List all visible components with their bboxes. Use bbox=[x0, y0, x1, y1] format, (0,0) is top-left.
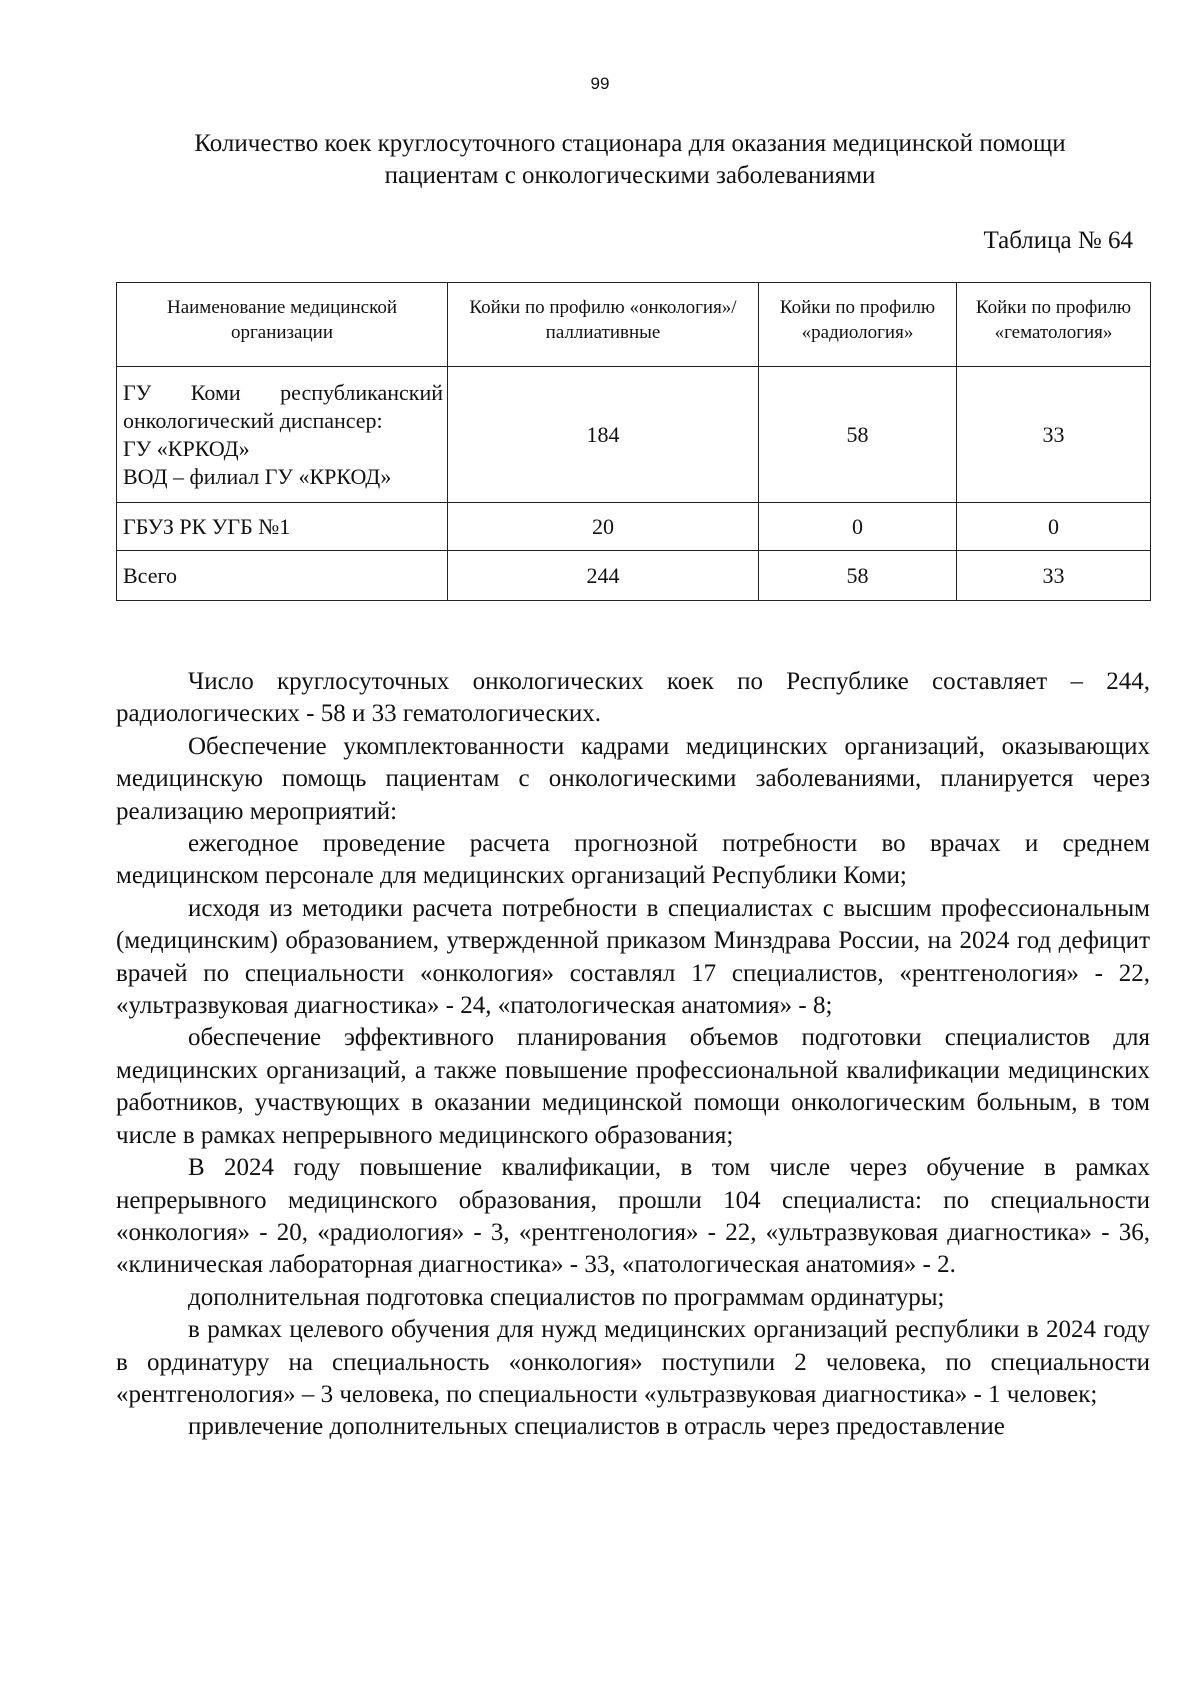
paragraph: Обеспечение укомплектованности кадрами медицинских организаций, оказывающих медицинскую помощь пациентам с онкологическими заболеваниями, планируется через реализацию мероприятий: bbox=[116, 732, 1150, 825]
oncology-value: 244 bbox=[448, 551, 759, 601]
paragraph: в рамках целевого обучения для нужд медицинских организаций республики в 2024 году в ординатуру на специальность «онкология» поступили 2 человека, по специальности «рентгенология» – 3 человека, по специальности «ультразвуковая диагностика» - 1 человек; bbox=[116, 1316, 1150, 1408]
paragraph: привлечение дополнительных специалистов в отрасль через предоставление bbox=[188, 1413, 1005, 1441]
table-row bbox=[117, 503, 1151, 551]
header-oncology-beds: Койки по профилю «онкология»/паллиативные bbox=[448, 283, 759, 367]
paragraph: В 2024 году повышение квалификации, в том числе через обучение в рамках непрерывного медицинского образования, прошли 104 специалиста: по специальности «онкология» - 20, «радиология» - 3, «рентгенология» - 22, «ультразвуковая диагностика» - 36, «клиническая лабораторная диагностика» - 33, «патологическая анатомия» - 2. bbox=[116, 1154, 1150, 1279]
document-title bbox=[120, 128, 1140, 192]
header-hematology-beds: Койки по профилю «гематология» bbox=[957, 283, 1151, 367]
oncology-value: 184 bbox=[448, 367, 759, 503]
table-row bbox=[117, 367, 1151, 503]
table-row-total bbox=[117, 551, 1151, 601]
document-title-line-1: Количество коек круглосуточного стационара для оказания медицинской помощи bbox=[194, 130, 1066, 157]
org-line: Всего bbox=[123, 562, 177, 588]
org-line: ГУ Коми республиканский bbox=[123, 379, 443, 405]
paragraph: ежегодное проведение расчета прогнозной потребности во врачах и среднем медицинском персонале для медицинских организаций Республики Коми; bbox=[116, 830, 1150, 890]
body-text bbox=[116, 666, 1150, 1444]
hematology-value: 0 bbox=[957, 503, 1151, 551]
paragraph: исходя из методики расчета потребности в специалистах с высшим профессиональным (медицинским) образованием, утвержденной приказом Минздрава России, на 2024 год дефицит врачей по специальности «онкология» составлял 17 специалистов, «рентгенология» - 22, «ультразвуковая диагностика» - 24, «патологическая анатомия» - 8; bbox=[116, 894, 1150, 1020]
org-cell bbox=[117, 503, 448, 551]
radiology-value: 58 bbox=[759, 367, 957, 503]
org-cell bbox=[117, 367, 448, 503]
paragraph: дополнительная подготовка специалистов по программам ординатуры; bbox=[188, 1283, 945, 1311]
oncology-value: 20 bbox=[448, 503, 759, 551]
table-caption: Таблица № 64 bbox=[983, 227, 1133, 254]
header-radiology-beds: Койки по профилю «радиология» bbox=[759, 283, 957, 367]
org-line: онкологический диспансер: bbox=[123, 407, 383, 433]
header-organization: Наименование медицинской организации bbox=[117, 283, 448, 367]
org-line: ГУ «КРКОД» bbox=[123, 435, 250, 461]
org-line: ВОД – филиал ГУ «КРКОД» bbox=[123, 463, 392, 489]
org-line: ГБУЗ РК УГБ №1 bbox=[123, 513, 291, 539]
table-header-row bbox=[117, 283, 1151, 367]
beds-table bbox=[116, 282, 1151, 601]
org-cell bbox=[117, 551, 448, 601]
hematology-value: 33 bbox=[957, 367, 1151, 503]
radiology-value: 0 bbox=[759, 503, 957, 551]
page-number: 99 bbox=[590, 74, 610, 93]
hematology-value: 33 bbox=[957, 551, 1151, 601]
document-title-line-2: пациентам с онкологическими заболеваниями bbox=[384, 162, 876, 189]
paragraph: обеспечение эффективного планирования объемов подготовки специалистов для медицинских организаций, а также повышение профессиональной квалификации медицинских работников, участвующих в оказании медицинской помощи онкологическим больным, в том числе в рамках непрерывного медицинского образования; bbox=[116, 1024, 1150, 1149]
radiology-value: 58 bbox=[759, 551, 957, 601]
paragraph: Число круглосуточных онкологических коек по Республике составляет – 244, радиологических - 58 и 33 гематологических. bbox=[116, 668, 1150, 728]
